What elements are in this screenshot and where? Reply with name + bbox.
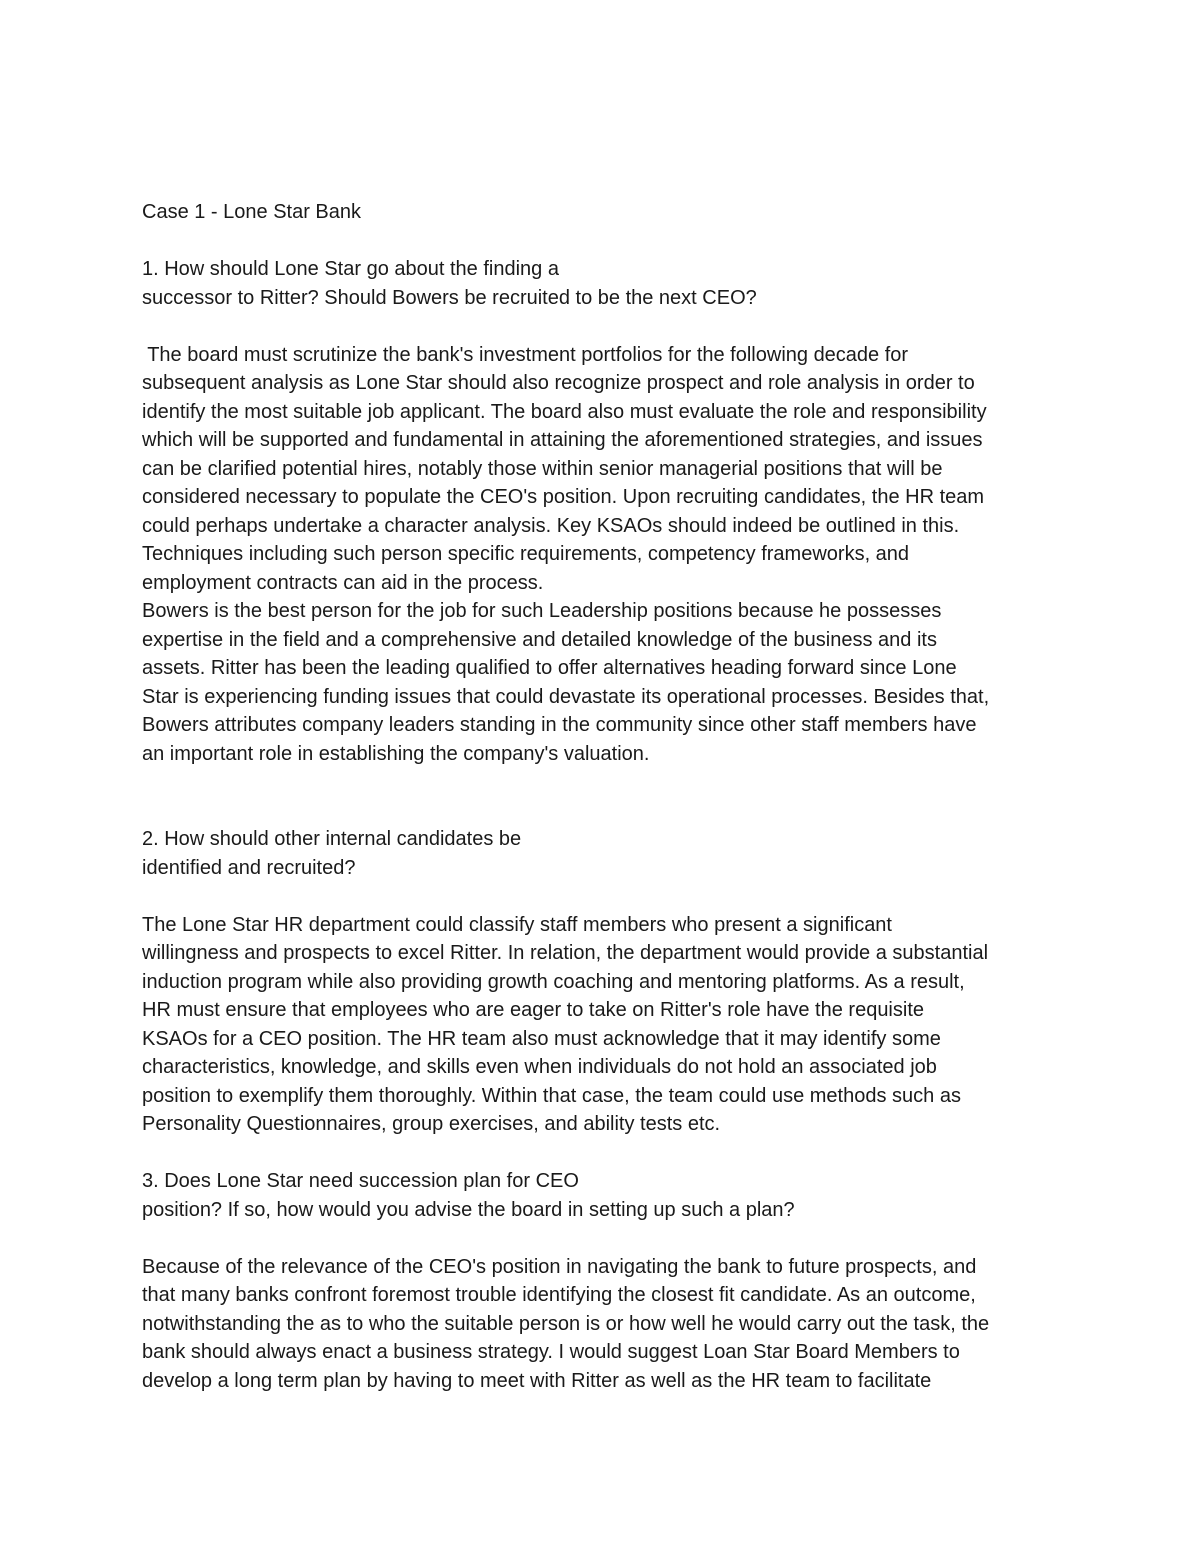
- document-title: Case 1 - Lone Star Bank: [142, 201, 362, 223]
- answer-line: considered necessary to populate the CEO's position. Upon recruiting candidates, the HR team: [142, 486, 985, 508]
- answer-2: [142, 911, 1072, 1139]
- answer-line: Bowers attributes company leaders standing in the community since other staff members have: [142, 714, 977, 736]
- spacer: [142, 227, 1072, 256]
- spacer: [142, 1139, 1072, 1168]
- answer-line: expertise in the field and a comprehensive and detailed knowledge of the business and its: [142, 628, 937, 651]
- answer-line: position to exemplify them thoroughly. Within that case, the team could use methods such as: [142, 1084, 961, 1107]
- answer-line: Star is experiencing funding issues that could devastate its operational processes. Besides that,: [142, 685, 990, 708]
- answer-line: subsequent analysis as Lone Star should also recognize prospect and role analysis in order to: [142, 372, 975, 394]
- answer-line: notwithstanding the as to who the suitable person is or how well he would carry out the task, the: [142, 1312, 990, 1335]
- question-3: [142, 1167, 1072, 1224]
- answer-line: Personality Questionnaires, group exercises, and ability tests etc.: [142, 1113, 721, 1135]
- spacer: [142, 1224, 1072, 1253]
- answer-line: could perhaps undertake a character analysis. Key KSAOs should indeed be outlined in this.: [142, 514, 960, 537]
- answer-line: induction program while also providing growth coaching and mentoring platforms. As a result,: [142, 970, 965, 993]
- answer-line: assets. Ritter has been the leading qualified to offer alternatives heading forward since Lone: [142, 657, 957, 679]
- question-line: 3. Does Lone Star need succession plan for CEO: [142, 1170, 579, 1192]
- section-2: [142, 825, 1072, 1139]
- answer-line: Bowers is the best person for the job for such Leadership positions because he possesses: [142, 600, 942, 622]
- question-line: successor to Ritter? Should Bowers be recruited to be the next CEO?: [142, 286, 757, 309]
- spacer: [142, 882, 1072, 911]
- question-line: 2. How should other internal candidates be: [142, 828, 522, 850]
- answer-line: identify the most suitable job applicant. The board also must evaluate the role and responsibility: [142, 400, 987, 423]
- answer-line: willingness and prospects to excel Ritter. In relation, the department would provide a substantial: [142, 942, 989, 964]
- spacer: [142, 312, 1072, 341]
- answer-line: characteristics, knowledge, and skills even when individuals do not hold an associated job: [142, 1056, 937, 1078]
- spacer: [142, 768, 1072, 825]
- document-body: [142, 198, 1072, 1395]
- question-1: [142, 255, 1072, 312]
- section-3: [142, 1167, 1072, 1395]
- question-line: position? If so, how would you advise the board in setting up such a plan?: [142, 1198, 795, 1221]
- answer-3: [142, 1253, 1072, 1396]
- answer-line: that many banks confront foremost trouble identifying the closest fit candidate. As an outcome,: [142, 1284, 976, 1306]
- answer-line: an important role in establishing the company's valuation.: [142, 742, 650, 765]
- question-line: 1. How should Lone Star go about the finding a: [142, 258, 559, 280]
- answer-line: Because of the relevance of the CEO's position in navigating the bank to future prospects, and: [142, 1255, 977, 1278]
- answer-line: which will be supported and fundamental in attaining the aforementioned strategies, and issues: [142, 429, 983, 451]
- answer-line: bank should always enact a business strategy. I would suggest Loan Star Board Members to: [142, 1341, 960, 1363]
- answer-line: can be clarified potential hires, notably those within senior managerial positions that will be: [142, 457, 943, 480]
- question-line: identified and recruited?: [142, 856, 356, 879]
- question-2: [142, 825, 1072, 882]
- answer-line: KSAOs for a CEO position. The HR team also must acknowledge that it may identify some: [142, 1027, 941, 1050]
- answer-line: Techniques including such person specific requirements, competency frameworks, and: [142, 543, 910, 565]
- answer-line: The Lone Star HR department could classify staff members who present a significant: [142, 913, 892, 936]
- section-1: [142, 255, 1072, 768]
- answer-line: develop a long term plan by having to meet with Ritter as well as the HR team to facilitate: [142, 1369, 932, 1392]
- answer-line: The board must scrutinize the bank's investment portfolios for the following decade for: [142, 343, 909, 366]
- answer-1: [142, 341, 1072, 769]
- answer-line: employment contracts can aid in the process.: [142, 571, 544, 594]
- answer-line: HR must ensure that employees who are eager to take on Ritter's role have the requisite: [142, 999, 925, 1021]
